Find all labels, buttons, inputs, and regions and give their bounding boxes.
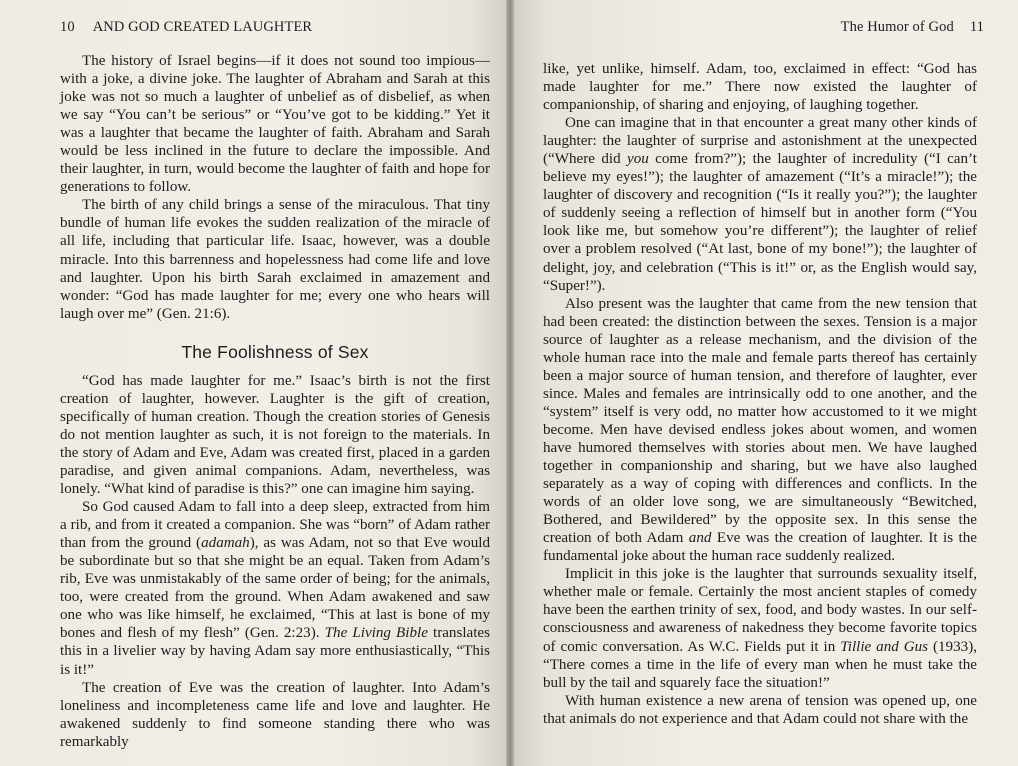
section-heading: The Foolishness of Sex <box>181 341 369 362</box>
right-page <box>510 0 1018 766</box>
italic-term: adamah <box>201 535 250 552</box>
right-running-header <box>841 19 984 36</box>
left-running-title: AND GOD CREATED LAUGHTER <box>92 19 313 35</box>
italic-word: and <box>688 530 712 547</box>
paragraph: The birth of any child brings a sense of the miraculous. That tiny bundle of human life evokes the sudden realization of the miracle of all life, including that particular life. Isaac, however, was a double miracle. Into this barrenness and hopelessness had come life and love and laughter. Upon his birth Sarah exclaimed in amazement and wonder: “God has made laughter for me; every one who hears will laugh over me” (Gen. 21:6). <box>60 197 490 322</box>
film-title: Tillie and Gus <box>840 638 929 655</box>
italic-word: you <box>627 151 649 168</box>
paragraph: One can imagine that in that encounter a great many other kinds of laughter: the laughter of surprise and astonishment at the unexpected (“Where did you come from?”); the laughter of incredulity (“I can’t believe my eyes!”); the laughter of amazement (“It’s a miracle!”); the laughter of discovery and recognition (“Is it really you?”); the laughter of suddenly seeing a reflection of himself but in another form (“You look like me, but somehow you’re different”); the laughter of relief over a problem resolved (“At last, bone of my bone!”); the laughter of delight, joy, and celebration (“This is it!” or, as the English would say, “Super!”). <box>543 115 977 294</box>
paragraph: Implicit in this joke is the laughter that surrounds sexuality itself, whether male or female. Certainly the most ancient staples of comedy have been the earthen trinity of sex, food, and body wastes. In our self-consciousness and awareness of nakedness they become favorite topics of comic conversation. As W.C. Fields put it in Tillie and Gus (1933), “There comes a time in the life of every man when he must take the bull by the tail and squarely face the situation!” <box>543 566 977 691</box>
paragraph: So God caused Adam to fall into a deep sleep, extracted from him a rib, and from it created a companion. She was “born” of Adam rather than from the ground (adamah), as was Adam, not so that Eve would be subordinate but so that she might be an equal. Taken from Adam’s rib, Eve was unmistakably of the same order of being; for the animals, too, were created from the ground. When Adam awakened and saw one who was like himself, he exclaimed, “This at last is bone of my bones and flesh of my flesh” (Gen. 2:23). The Living Bible translates this in a livelier way by having Adam say more enthusiastically, “This is it!” <box>60 499 491 678</box>
right-running-title: The Humor of God <box>840 19 954 35</box>
book-gutter <box>506 0 514 766</box>
paragraph: like, yet unlike, himself. Adam, too, exclaimed in effect: “God has made laughter for me.” There now existed the laughter of companionship, of sharing and enjoying, of laughing together. <box>543 61 977 114</box>
right-page-number: 11 <box>969 19 984 35</box>
left-page-number: 10 <box>60 19 75 35</box>
paragraph: With human existence a new arena of tension was opened up, one that animals do not experience and that Adam could not share with the <box>543 692 977 727</box>
paragraph: The history of Israel begins—if it does not sound too impious—with a joke, a divine joke. The laughter of Abraham and Sarah at this joke was not so much a laughter of unbelief as of disbelief, as when we say “You can’t be serious” or “You’ve got to be kidding.” Yet it was a laughter that became the laughter of faith. Abraham and Sarah would be less inclined in the future to declare the impossible. And their laughter, in turn, would become the laughter of faith and hope for generations to follow. <box>60 53 490 196</box>
paragraph: Also present was the laughter that came from the new tension that had been created: the distinction between the sexes. Tension is a major source of laughter as a release mechanism, and the division of the whole human race into the male and female parts thereof has certainly been a major source of human tension, and therefore of laughter, ever since. Males and females are intrinsically odd to one another, and the “system” itself is very odd, no matter how accustomed to it we might become. Men have devised endless jokes about women, and women have humored themselves with stories about men. We have laughed together in companionship and sharing, but we have also laughed separately as a way of coping with differences and conflicts. In the words of an older love song, we are simultaneously “Bewitched, Bothered, and Bewildered” by the opposite sex. In this sense the creation of both Adam and Eve was the creation of laughter. It is the fundamental joke about the human race suddenly realized. <box>543 295 977 565</box>
left-body-text <box>60 52 490 751</box>
right-body-text <box>543 60 977 728</box>
left-running-header <box>60 19 312 36</box>
paragraph: The creation of Eve was the creation of laughter. Into Adam’s loneliness and incompleteness came life and love and laughter. He awakened suddenly to find someone standing there who was remarkably <box>60 679 490 750</box>
book-title: The Living Bible <box>324 625 428 642</box>
paragraph: “God has made laughter for me.” Isaac’s birth is not the first creation of laughter, however. Laughter is the gift of creation, specifically of human creation. Though the creation stories of Genesis do not mention laughter as such, it is not foreign to the materials. In the story of Adam and Eve, Adam was created first, placed in a garden paradise, and given animal companions. Adam, nevertheless, was lonely. “What kind of paradise is this?” one can imagine him saying. <box>60 372 490 498</box>
